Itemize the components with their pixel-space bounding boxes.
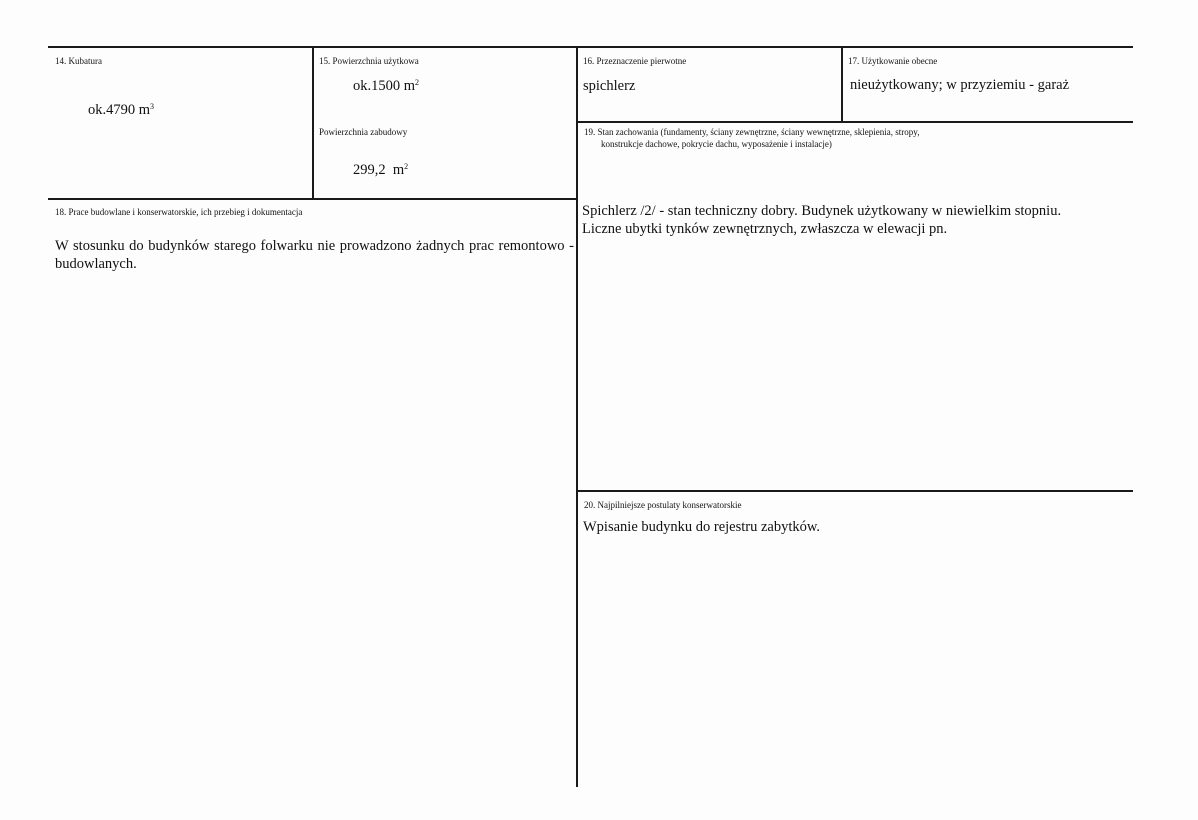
divider-row-14-18 xyxy=(48,198,577,200)
field-14-number: ok.4790 m xyxy=(88,102,151,118)
field-14-value xyxy=(88,101,154,119)
field-16-value: spichlerz xyxy=(583,78,636,94)
top-border xyxy=(48,46,1133,48)
field-19-label-line2: konstrukcje dachowe, pokrycie dachu, wyposażenie i instalacje) xyxy=(601,139,832,149)
field-19-label-line1: 19. Stan zachowania (fundamenty, ściany zewnętrzne, ściany wewnętrzne, sklepienia, stropy, xyxy=(584,127,920,137)
field-14-exponent: 3 xyxy=(150,102,155,111)
field-15-sub-label: Powierzchnia zabudowy xyxy=(319,127,408,137)
divider-center xyxy=(576,47,578,787)
divider-row-19-20 xyxy=(577,490,1133,492)
field-19-value: Spichlerz /2/ - stan techniczny dobry. Budynek użytkowany w niewielkim stopniu. Liczne ubytki tynków zewnętrznych, zwłaszcza w elewacji pn. xyxy=(582,203,1062,237)
field-20-value: Wpisanie budynku do rejestru zabytków. xyxy=(583,519,821,535)
field-18-value: W stosunku do budynków starego folwarku nie prowadzono żadnych prac remontowo - budowlanych. xyxy=(55,238,574,272)
field-16-label: 16. Przeznaczenie pierwotne xyxy=(583,56,687,66)
field-15-label: 15. Powierzchnia użytkowa xyxy=(319,56,419,66)
field-17-label: 17. Użytkowanie obecne xyxy=(848,56,938,66)
field-17-value: nieużytkowany; w przyziemiu - garaż xyxy=(850,77,1070,93)
field-14-label: 14. Kubatura xyxy=(55,56,102,66)
field-15-sub-exponent: 2 xyxy=(404,162,409,171)
field-15-exponent: 2 xyxy=(415,78,420,87)
divider-col-14-15 xyxy=(312,47,314,199)
divider-col-16-17 xyxy=(841,47,843,121)
field-20-label: 20. Najpilniejsze postulaty konserwatorskie xyxy=(584,500,742,510)
field-15-sub-value xyxy=(353,161,408,179)
field-15-value xyxy=(353,77,419,95)
field-15-sub-number: 299,2 m xyxy=(353,162,405,178)
field-15-number: ok.1500 m xyxy=(353,78,416,94)
field-18-label: 18. Prace budowlane i konserwatorskie, ich przebieg i dokumentacja xyxy=(55,207,303,217)
divider-row-16-19 xyxy=(577,121,1133,123)
